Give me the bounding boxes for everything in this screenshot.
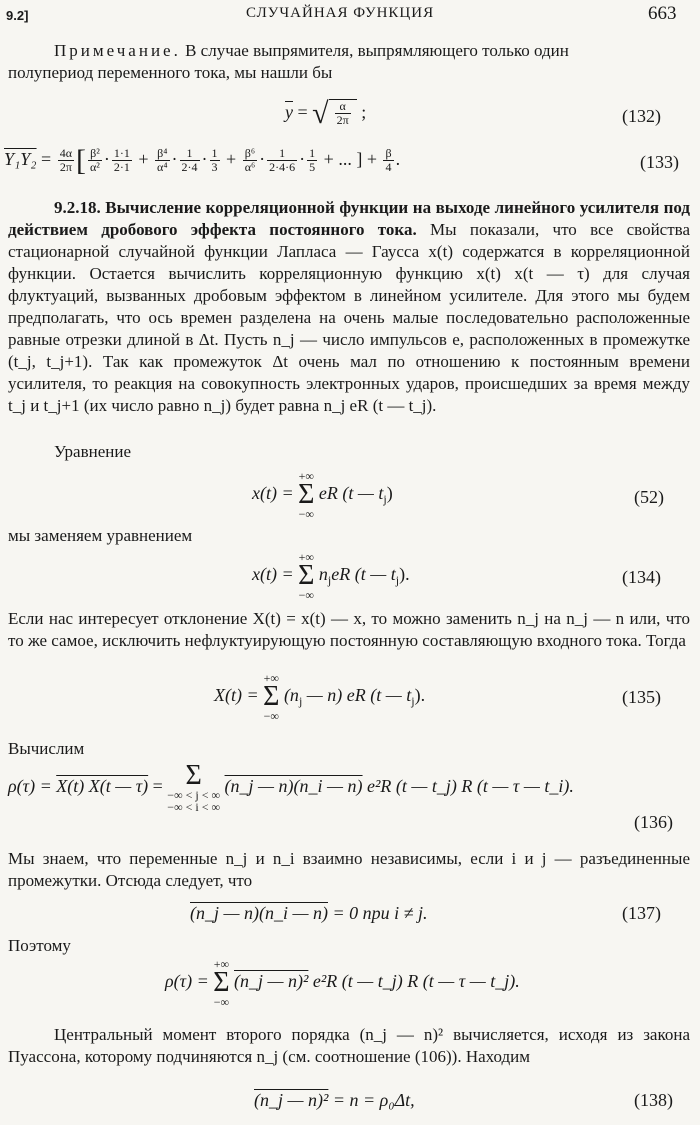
section-body: Мы показали, что все свойства стационарной случайной функции Лапласа — Гаусса x(t) содержатся в корреляционной функции. Остается вычислить корреляционную функцию x(t) x(t — τ) для случая флуктуаций, вызванных дробовым эффектом в линейном усилителе. Для этого мы будем предполагать, что ось времен разделена на очень малые последовательно расположенные равные отрезки длиной в Δt. Пусть n_j — число импульсов e, расположенных в промежутке (t_j, t_j+1). Так как промежуток Δt очень мал по отношению к постоянным времени усилителя, то реакция на совокупность электронных ударов, происшедших за время между t_j и t_j+1 (их число равно n_j) будет равна n_j eR (t — t_j). [8,220,691,415]
eq133-t2-num: β⁴ [155,147,169,161]
sum-top: +∞ [263,671,279,685]
eq135-number: (135) [622,687,661,707]
equation-135: X(t) = +∞ Σ −∞ ($n_j$ — n) eR (t — $t_j$). [214,671,426,723]
eq132-eq: = [293,102,313,122]
eq133-t2c-num: 1 [211,146,218,161]
eq137-lhs-ov: (n_j — n)(n_i — n) [190,903,328,923]
eq135-rhs-sub: j [298,694,303,709]
equation-138 [254,1090,415,1111]
sum-top: +∞ [298,550,314,564]
eq52-rhs: eR (t — t [318,483,384,504]
paragraph-135: Если нас интересует отклонение X(t) = x(t) — x, то можно заменить n_j на n_j — n или, что то же самое, исключить нефлуктуирующую постоянную составляющую входного тока. Тогда [8,609,690,650]
eq52-number: (52) [634,487,664,507]
eq132-lhs: $\overline{y}$ [285,102,293,122]
eq134-rhs-sub: j [327,573,332,588]
eq135-rhs-end: ). [414,685,426,706]
equation-136: ρ(τ) = X(t) X(t — τ) = Σ −∞ < j < ∞ −∞ < i < ∞ (n_j — n)(n_i — n) e²R (t — t_j) R (t — τ — t_i). [8,760,574,814]
equn-lhs: ρ(τ) = [165,971,214,992]
eq138-number: (138) [634,1090,673,1110]
eq136-lhs: ρ(τ) = [8,776,57,797]
eq133-number: (133) [640,152,679,172]
eq133-t3b-num: 1 [267,147,297,161]
eq133-coef-num: 4α [59,146,72,161]
eq133-t3b-den: 2·4·6 [269,160,296,175]
equation-134: x(t) = +∞ Σ −∞ $n_jeR$ (t — $t_j$). [252,550,410,602]
sum-bottom-1: −∞ < j < ∞ [167,788,221,802]
equation-132 [285,97,366,131]
header-page-number: 663 [648,3,677,24]
eq134-rhs-end: ). [399,564,410,585]
eq134-rhs: n [318,564,328,585]
text-vychislim: Вычислим [8,739,85,758]
eq133-t1b-num: 1·1 [113,146,130,161]
sqrt-sign: √ [312,97,329,130]
eq132-number: (132) [622,106,661,126]
eq135-rhs: (n [283,685,299,706]
eq52-lhs: x(t) = [252,483,299,504]
eq133-t2b-den: 2·4 [181,160,198,175]
eq132-tail: ; [356,102,367,122]
eq52-rhs-end: ) [386,483,393,504]
eq135-rhs-mid: — n) eR (t — t [302,685,412,706]
equn-ov: (n_j — n)² [234,971,309,992]
eq136-number: (136) [634,812,673,832]
sum-top: +∞ [213,957,230,971]
sum-bottom: −∞ [298,588,314,602]
eq132-num: α [335,100,351,114]
eq136-eq: = [148,776,168,797]
eq133-t1b-den: 2·1 [113,160,130,175]
eq135-lhs: X(t) = [214,685,264,706]
equation-52: x(t) = +∞ Σ −∞ eR (t — $t_j$) [252,469,393,521]
note-line2: полупериод переменного тока, мы нашли бы [8,63,333,82]
paragraph-137: Мы знаем, что переменные n_j и n_i взаимно независимы, если i и j — разъединенные промежутки. Отсюда следует, что [8,849,690,890]
note-lead: Примечание. [54,41,181,60]
eq132-radicand [329,99,357,127]
eq133-t1-num: β² [88,147,102,161]
eq133-t3-den: α⁶ [244,160,256,175]
eq133-t2-den: α⁴ [157,160,168,175]
eq133-t2c-den: 3 [211,160,218,175]
eq133-t3-num: β⁶ [243,147,257,161]
text-poetomu: Поэтому [8,936,71,955]
note-paragraph [8,40,692,84]
text-uravnenie: Уравнение [54,442,131,461]
header-running-title: СЛУЧАЙНАЯ ФУНКЦИЯ [246,5,435,21]
eq138-rhs: = n = ρ₀Δt, [328,1090,415,1110]
eq133-t3c-num: 1 [309,146,316,161]
sum-bottom: −∞ [298,507,314,521]
eq133-end: + ... ] + [319,149,382,169]
sum-top: +∞ [298,469,314,483]
sum-bottom: −∞ [213,995,230,1009]
equation-133: Y₁Y₂ = $\frac{4\alpha}{2\pi}$ [ $\frac{\text{β²}}{\text{α²}}$ · $\frac{1\cdot 1}{2\cdot 1}$ + $\frac{\text{β⁴}}{\text{α⁴}}$ · $\frac{1}{2\cdot 4}$ · $\frac{1}{3}$ + $\frac{\text{β⁶}}{\text{α⁶}}$ · $\frac{1}{2\cdot 4\cdot 6}$ · $\frac{1}{5}$ + ... ] + $\frac{\beta}{4}$ . [4,144,401,177]
equn-rhs: e²R (t — t_j) R (t — τ — t_j). [308,971,520,992]
header-section-number: 9.2] [6,8,29,23]
note-line1: В случае выпрямителя, выпрямляющего только один [180,41,569,60]
section-heading: 9.2.18. Вычисление корреляционной функции на выходе линейного усилителя под действием дробового эффекта постоянного тока. [8,198,690,239]
paragraph-138: Центральный момент второго порядка (n_j — n)² вычисляется, исходя из закона Пуассона, которому подчиняются n_j (см. соотношение (106)). Находим [8,1025,690,1066]
eq137-number: (137) [622,903,661,923]
eq133-coef-den: 2π [59,160,72,175]
equation-137 [190,903,428,924]
eq133-t2b-num: 1 [180,147,200,161]
eq133-t1-den: α² [90,160,100,175]
eq138-lhs-ov: (n_j — n)² [254,1090,329,1110]
eq132-den: 2π [336,113,349,128]
text-zamenyaem: мы заменяем уравнением [8,526,193,545]
sum-bottom: −∞ [263,709,279,723]
eq133-lhs: Y₁Y₂ [4,149,37,169]
eq133-last-den: 4 [385,160,392,175]
eq134-rhs-sub2: j [395,573,400,588]
eq136-rhs-ov: (n_j — n)(n_i — n) [224,776,363,797]
section-9-2-18 [8,197,690,417]
eq133-last-num: β [385,146,392,161]
eq133-t3c-den: 5 [309,160,316,175]
eq134-rhs2: eR (t — t [331,564,396,585]
equation-unnumbered: ρ(τ) = +∞ Σ −∞ (n_j — n)² e²R (t — t_j) R (t — τ — t_j). [165,957,520,1009]
eq135-rhs-sub2: j [411,694,415,709]
eq134-lhs: x(t) = [252,564,299,585]
eq134-number: (134) [622,567,661,587]
eq136-rhs: e²R (t — t_j) R (t — τ — t_i). [362,776,574,797]
eq137-rhs: = 0 при i ≠ j. [328,903,428,923]
eq52-rhs-sub: j [383,492,387,507]
sum-bottom-2: −∞ < i < ∞ [167,800,221,814]
eq136-lhs-ov: X(t) X(t — τ) [56,776,149,797]
